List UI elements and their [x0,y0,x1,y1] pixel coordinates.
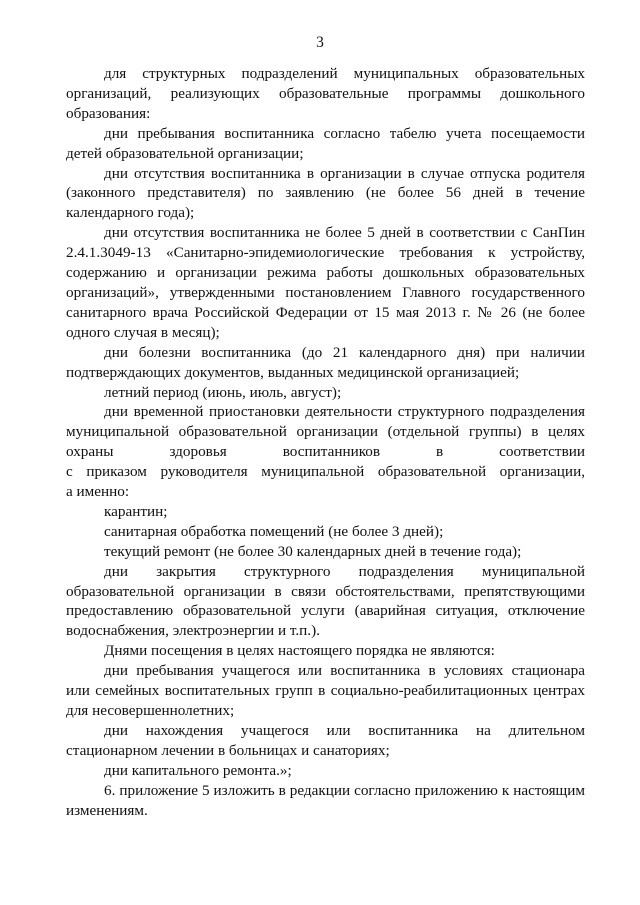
text-line: санитарного врача Российской Федерации от 15 мая 2013 г. № 26 (не более [66,303,585,321]
text-line: детей образовательной организации; [66,144,304,162]
text-line: карантин; [104,502,168,520]
text-line: дни временной приостановки деятельности структурного подразделения [104,403,585,421]
text-line: санитарная обработка помещений (не более 3 дней); [104,522,444,540]
text-line: образовательной организации в связи обстоятельствами, препятствующими [66,582,585,600]
text-line: содержанию и организации режима работы дошкольных образовательных [66,264,585,282]
text-line: одного случая в месяц); [66,323,220,341]
text-line: текущий ремонт (не более 30 календарных дней в течение года); [104,542,522,560]
text-line: организаций, реализующих образовательные программы дошкольного [66,84,585,102]
text-line: (законного представителя) по заявлению (не более 56 дней в течение [66,184,585,202]
page-number: 3 [316,34,324,51]
text-line: с приказом руководителя муниципальной образовательной организации, [66,463,585,481]
text-line: предоставлению образовательной услуги (аварийная ситуация, отключение [66,602,585,620]
text-line: дни отсутствия воспитанника не более 5 дней в соответствии с СанПин [104,224,585,242]
text-line: подтверждающих документов, выданных медицинской организацией; [66,363,520,381]
text-line: охраны здоровья воспитанников в соответствии [66,443,585,461]
text-line: 2.4.1.3049-13 «Санитарно-эпидемиологические требования к устройству, [66,244,585,262]
text-line: дни болезни воспитанника (до 21 календарного дня) при наличии [104,343,585,361]
text-line: дни отсутствия воспитанника в организации в случае отпуска родителя [104,164,585,182]
text-line: 6. приложение 5 изложить в редакции согласно приложению к настоящим [104,781,585,799]
text-line: а именно: [66,483,130,501]
text-line: для структурных подразделений муниципальных образовательных [104,65,585,82]
text-line: стационарном лечении в больницах и санаториях; [66,741,390,759]
text-line: организаций», утвержденными постановлением Главного государственного [66,283,585,301]
text-line: дни пребывания учащегося или воспитанника в условиях стационара [104,662,585,680]
text-line: или семейных воспитательных групп в социально-реабилитационных центрах [66,682,585,700]
document-body [66,64,585,820]
text-line: образования: [66,104,151,122]
text-line: летний период (июнь, июль, август); [104,383,342,401]
text-line: дни пребывания воспитанника согласно табелю учета посещаемости [104,124,585,142]
text-line: календарного года); [66,204,195,222]
text-line: дни нахождения учащегося или воспитанника на длительном [104,721,585,739]
text-line: дни капитального ремонта.»; [104,761,292,779]
text-line: дни закрытия структурного подразделения муниципальной [104,562,585,580]
text-line: водоснабжения, электроэнергии и т.п.). [66,622,320,640]
text-line: Днями посещения в целях настоящего порядка не являются: [104,642,495,660]
text-line: изменениям. [66,801,148,819]
text-line: муниципальной образовательной организации (отдельной группы) в целях [66,423,585,441]
text-line: для несовершеннолетних; [66,702,235,719]
